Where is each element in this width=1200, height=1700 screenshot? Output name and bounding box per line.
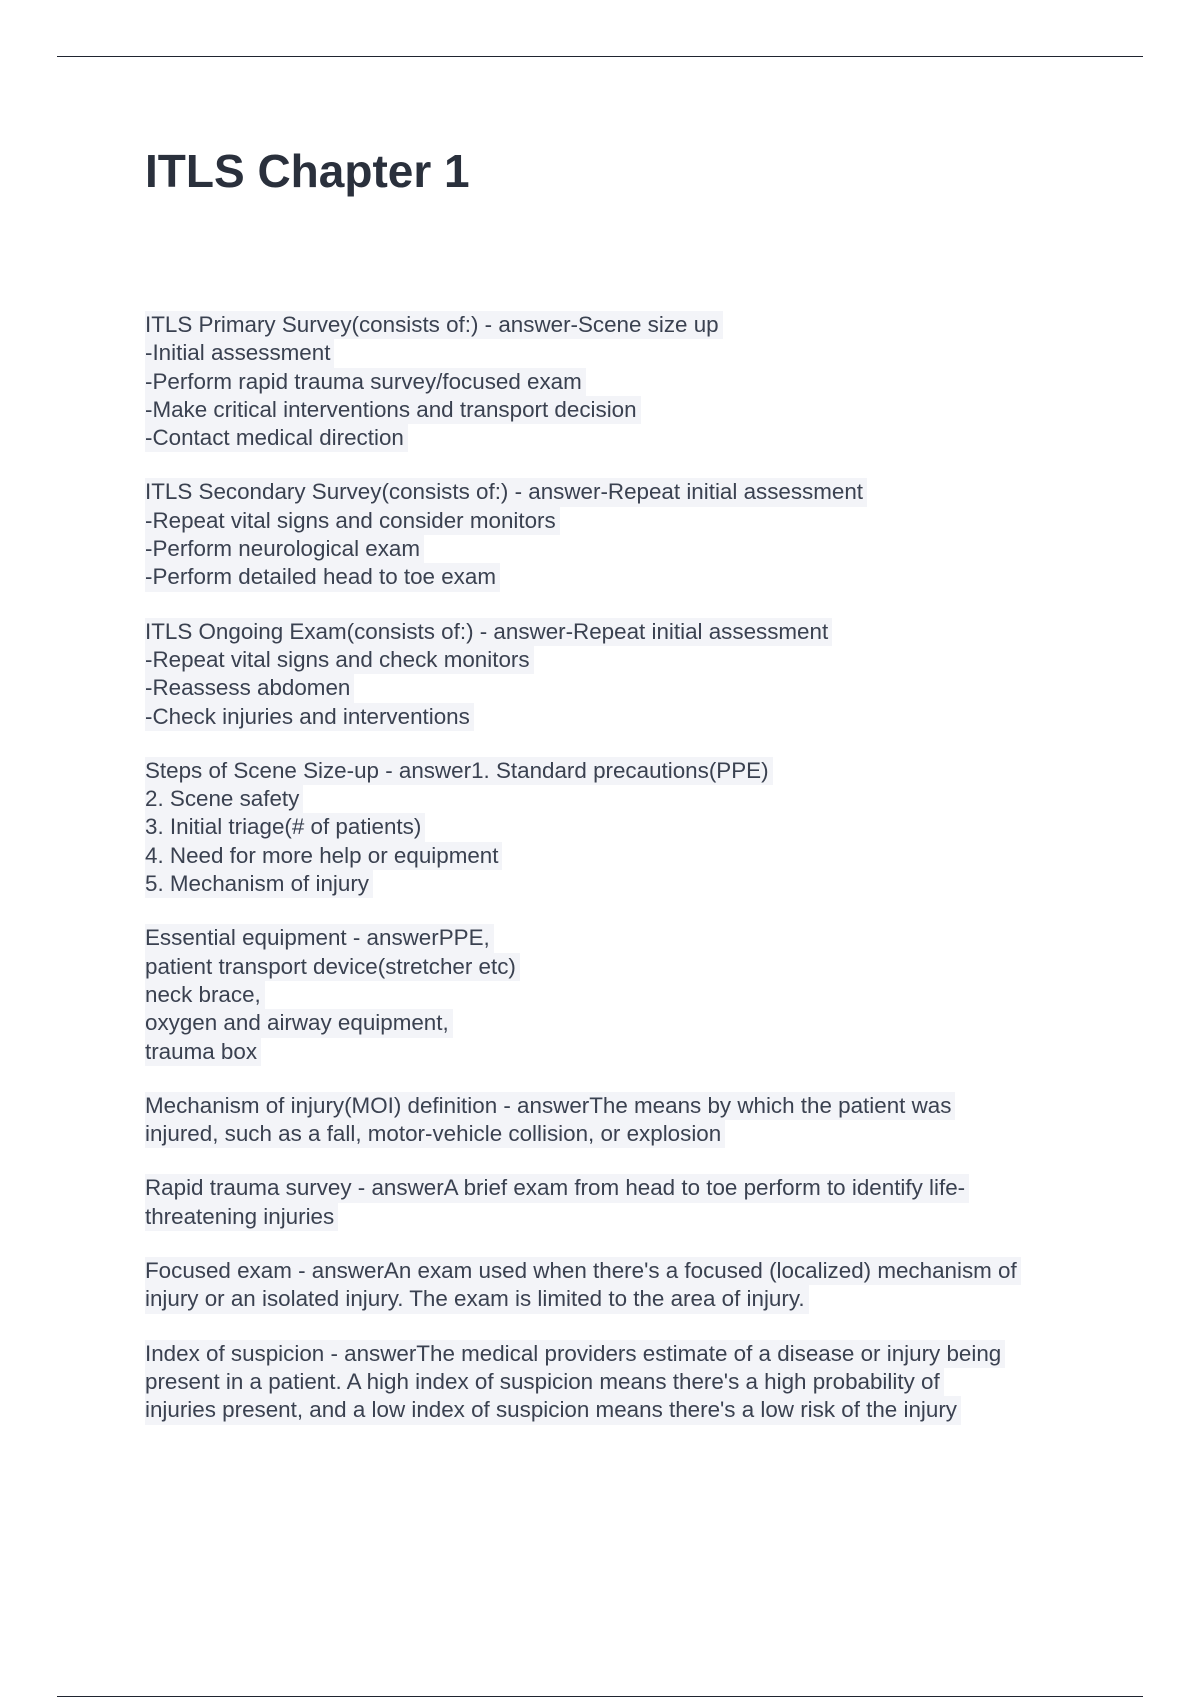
flashcard-line: -Repeat vital signs and check monitors [145,646,534,674]
page-title: ITLS Chapter 1 [145,145,470,197]
flashcard [145,618,1095,731]
flashcard-line: Rapid trauma survey - answerA brief exam from head to toe perform to identify life- [145,1174,969,1202]
flashcard-line: -Perform neurological exam [145,535,424,563]
flashcard-line: ITLS Ongoing Exam(consists of:) - answer-Repeat initial assessment [145,618,832,646]
flashcard-line: -Initial assessment [145,339,334,367]
flashcard-line: Index of suspicion - answerThe medical providers estimate of a disease or injury being [145,1340,1005,1368]
flashcard-line: -Perform rapid trauma survey/focused exam [145,368,586,396]
bottom-divider [57,1696,1143,1697]
flashcard-line: ITLS Secondary Survey(consists of:) - answer-Repeat initial assessment [145,478,867,506]
flashcard-line: -Perform detailed head to toe exam [145,563,500,591]
flashcard-line: -Reassess abdomen [145,674,354,702]
flashcard [145,478,1095,591]
flashcard-line: neck brace, [145,981,265,1009]
flashcard-line: injured, such as a fall, motor-vehicle collision, or explosion [145,1120,725,1148]
flashcard-line: Mechanism of injury(MOI) definition - answerThe means by which the patient was [145,1092,955,1120]
flashcard [145,311,1095,452]
flashcard [145,1092,1095,1149]
flashcard-line: Focused exam - answerAn exam used when there's a focused (localized) mechanism of [145,1257,1021,1285]
flashcard [145,1257,1095,1314]
flashcard-line: present in a patient. A high index of suspicion means there's a high probability of [145,1368,944,1396]
flashcard-line: oxygen and airway equipment, [145,1009,453,1037]
flashcard-line: 2. Scene safety [145,785,303,813]
flashcard-line: ITLS Primary Survey(consists of:) - answer-Scene size up [145,311,723,339]
flashcard [145,757,1095,898]
flashcard-list [145,311,1095,1451]
flashcard-line: 3. Initial triage(# of patients) [145,813,425,841]
flashcard-line: Steps of Scene Size-up - answer1. Standard precautions(PPE) [145,757,773,785]
flashcard [145,1174,1095,1231]
flashcard-line: threatening injuries [145,1203,338,1231]
flashcard-line: trauma box [145,1038,261,1066]
flashcard-line: -Repeat vital signs and consider monitors [145,507,560,535]
flashcard-line: -Check injuries and interventions [145,703,474,731]
flashcard-line: -Contact medical direction [145,424,408,452]
top-divider [57,56,1143,57]
flashcard-line: Essential equipment - answerPPE, [145,924,494,952]
flashcard [145,1340,1095,1425]
flashcard-line: patient transport device(stretcher etc) [145,953,520,981]
flashcard-line: -Make critical interventions and transport decision [145,396,641,424]
flashcard-line: 4. Need for more help or equipment [145,842,502,870]
flashcard-line: injuries present, and a low index of suspicion means there's a low risk of the injury [145,1396,961,1424]
flashcard-line: 5. Mechanism of injury [145,870,373,898]
flashcard [145,924,1095,1065]
flashcard-line: injury or an isolated injury. The exam is limited to the area of injury. [145,1285,809,1313]
